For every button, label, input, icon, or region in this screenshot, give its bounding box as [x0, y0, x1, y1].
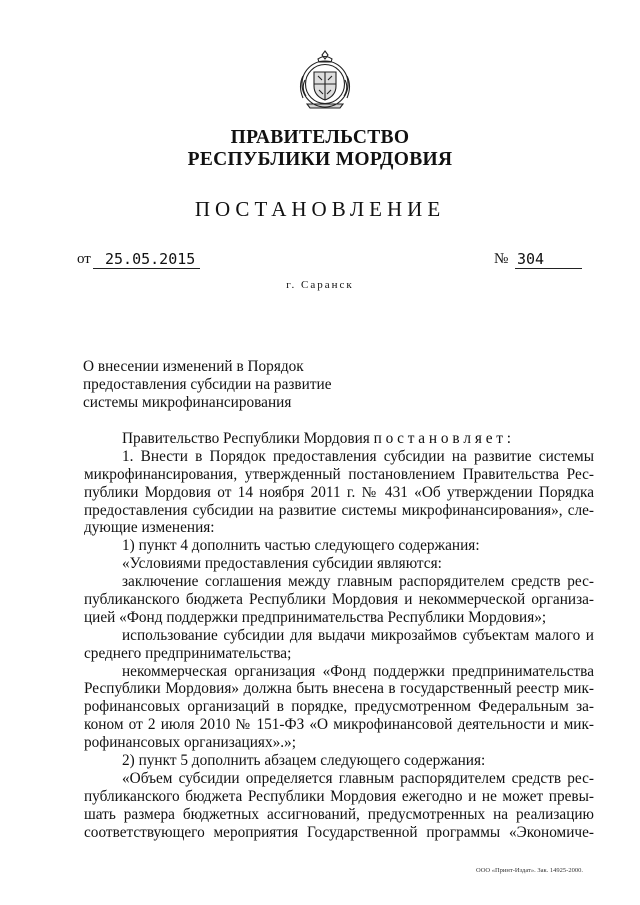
body-line: 1) пункт 4 дополнить частью следующего содержания:	[122, 537, 480, 555]
date-prefix: от	[77, 251, 91, 267]
city: г. Саранск	[286, 279, 354, 291]
document-body	[84, 430, 594, 841]
body-line: коном от 2 июля 2010 № 151-ФЗ «О микрофинансовой деятельности и мик-	[84, 716, 594, 734]
document-date: 25.05.2015	[93, 251, 200, 269]
subject-line: предоставления субсидии на развитие	[83, 375, 332, 393]
printer-imprint: ООО «Принт-Издат». Зак. 14925-2000.	[476, 867, 583, 874]
subject-block	[83, 358, 332, 411]
body-line: 1. Внести в Порядок предоставления субсидии на развитие системы	[122, 447, 594, 465]
body-line: дующие изменения:	[84, 519, 215, 537]
body-line: 2) пункт 5 дополнить абзацем следующего содержания:	[122, 752, 486, 770]
subject-line: О внесении изменений в Порядок	[83, 358, 304, 375]
body-line: публики Мордовия от 14 ноября 2011 г. № 431 «Об утверждении Порядка	[84, 483, 594, 501]
body-line: Правительство Республики Мордовия п о с т а н о в л я е т :	[122, 430, 512, 447]
subject-line: системы микрофинансирования	[83, 393, 292, 411]
body-line: использование субсидии для выдачи микрозаймов субъектам малого и	[122, 626, 594, 644]
body-line: рофинансовых организаций в порядке, предусмотренном Федеральным за-	[84, 698, 594, 716]
org-name-line2: РЕСПУБЛИКИ МОРДОВИЯ	[187, 149, 453, 170]
body-line: «Объем субсидии определяется главным распорядителем средств рес-	[122, 769, 594, 787]
coat-of-arms-emblem	[297, 46, 353, 112]
body-line: некоммерческая организация «Фонд поддержки предпринимательства	[122, 662, 594, 680]
body-line: «Условиями предоставления субсидии являются:	[122, 555, 442, 573]
document-number: 304	[515, 251, 582, 269]
number-prefix: №	[494, 251, 509, 267]
body-line: шать размера бюджетных ассигнований, предусмотренных на реализацию	[84, 805, 594, 823]
body-line: среднего предпринимательства;	[84, 644, 292, 662]
body-line: рофинансовых организациях».»;	[84, 734, 296, 752]
body-line: заключение соглашения между главным распорядителем средств рес-	[122, 573, 594, 591]
org-name-line1: ПРАВИТЕЛЬСТВО	[230, 127, 410, 148]
body-line: цией «Фонд поддержки предпринимательства Республики Мордовия»;	[84, 608, 547, 626]
body-line: соответствующего мероприятия Государственной программы «Экономиче-	[84, 823, 594, 841]
body-line: публиканского бюджета Республики Мордовия ежегодно и не может превы-	[84, 787, 594, 805]
document-type-title: ПОСТАНОВЛЕНИЕ	[194, 197, 446, 221]
body-line: публиканского бюджета Республики Мордовия и некоммерческой организа-	[84, 591, 594, 609]
body-line: микрофинансирования, утвержденный постановлением Правительства Рес-	[84, 465, 594, 483]
body-line: предоставления субсидии на развитие системы микрофинансирования», сле-	[84, 501, 594, 519]
body-line: Республики Мордовия» должна быть внесена в государственный реестр мик-	[84, 680, 594, 698]
